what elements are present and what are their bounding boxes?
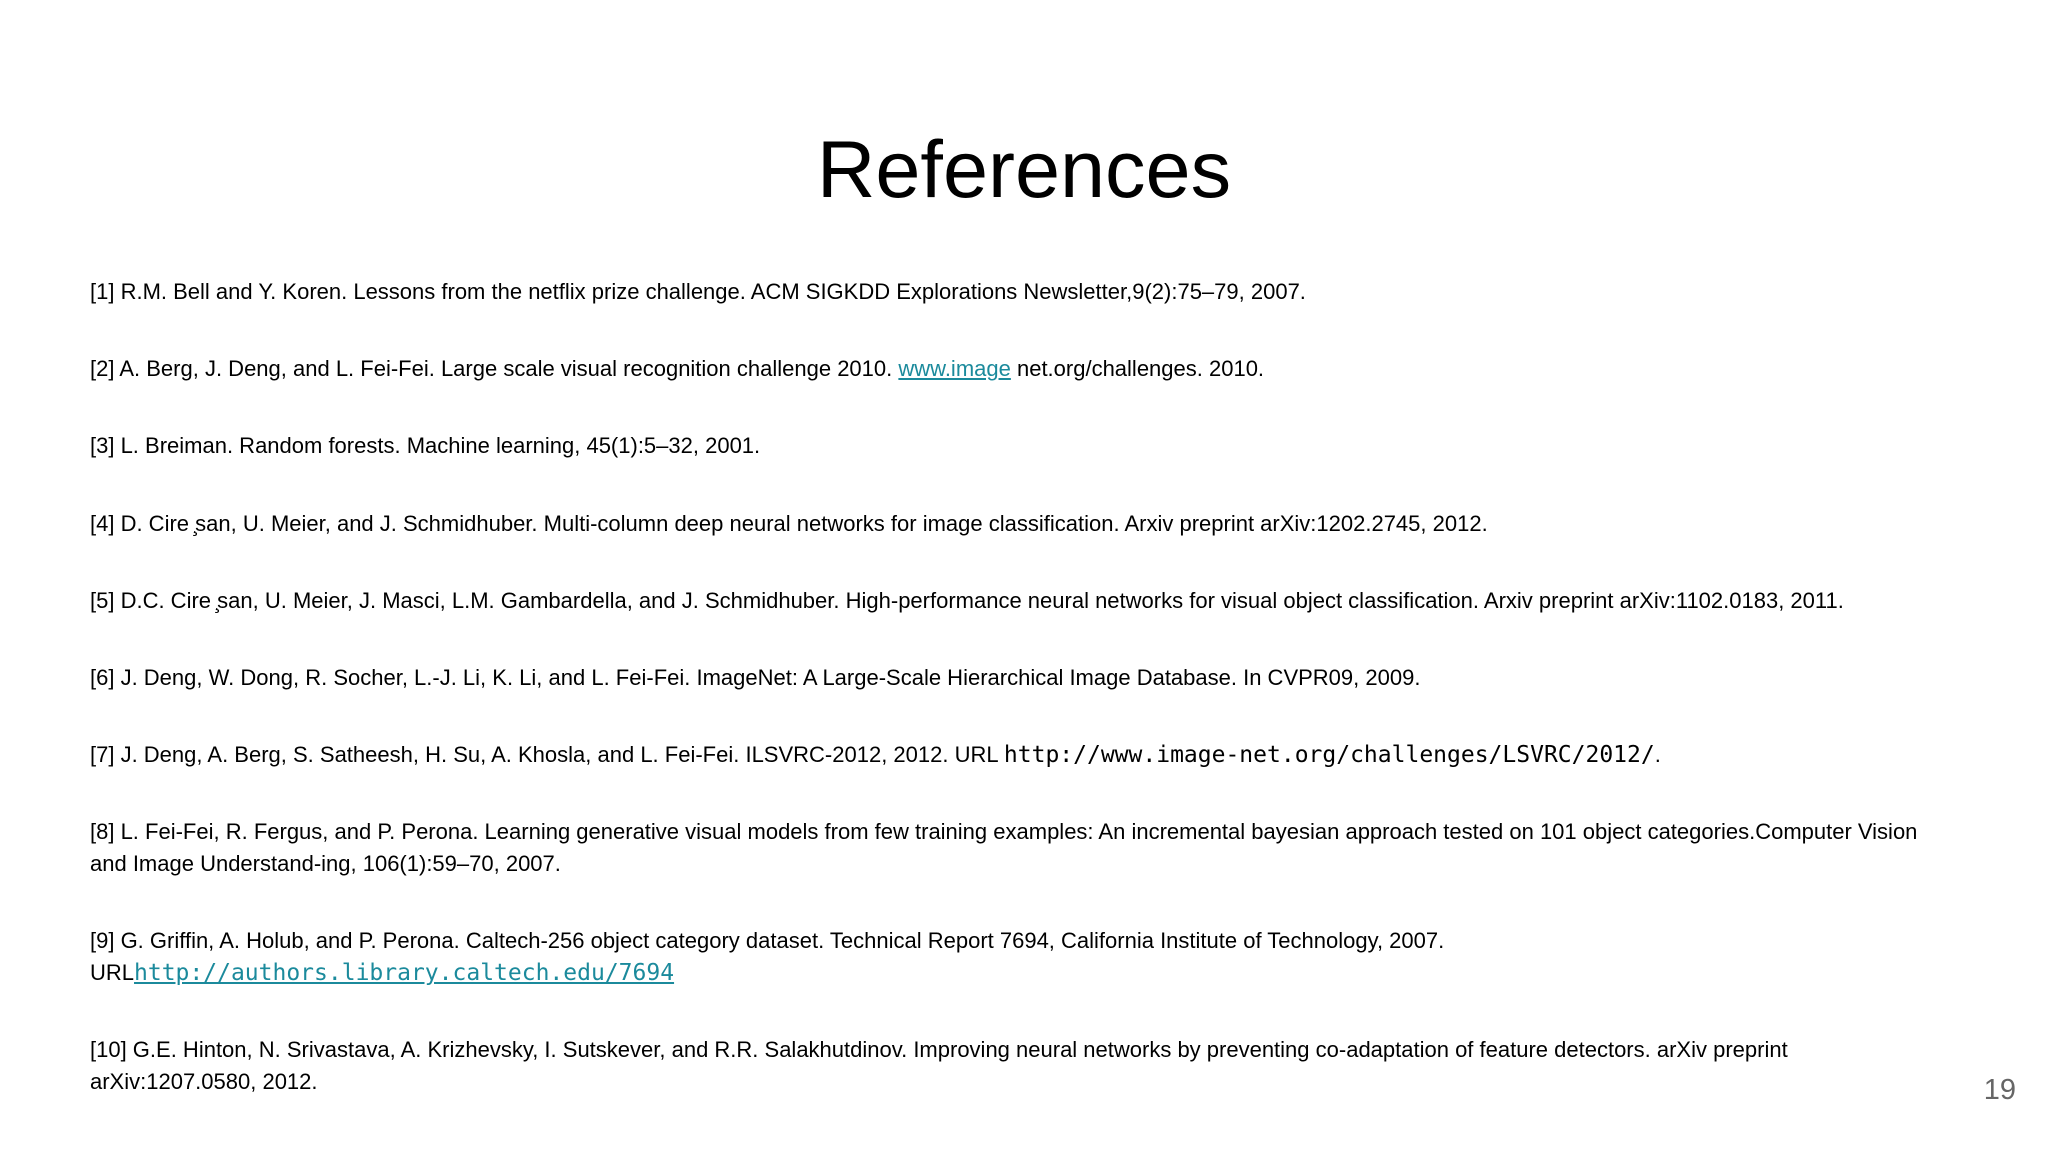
reference-text: [9] G. Griffin, A. Holub, and P. Perona. Caltech-256 object category dataset. Technical Report 7694, California Institute of Technology, 2007. xyxy=(90,928,1445,953)
reference-item-1: [1] R.M. Bell and Y. Koren. Lessons from the netflix prize challenge. ACM SIGKDD Explorations Newsletter,9(2):75–79, 2007. xyxy=(90,279,1306,304)
url-prefix: URL xyxy=(90,960,135,985)
reference-url-text: http://www.image-net.org/challenges/LSVRC/2012/ xyxy=(1003,742,1655,768)
reference-item-2 xyxy=(90,353,1970,385)
reference-item-3: [3] L. Breiman. Random forests. Machine learning, 45(1):5–32, 2001. xyxy=(90,433,761,458)
reference-link-image-net[interactable]: www.image xyxy=(898,356,1011,381)
page-number: 19 xyxy=(1983,1074,2016,1106)
reference-text: net.org/challenges. 2010. xyxy=(1010,356,1265,381)
reference-item-9 xyxy=(90,925,1970,989)
slide-title: References xyxy=(816,125,1232,215)
reference-item-5: [5] D.C. Cire ̧san, U. Meier, J. Masci, L.M. Gambardella, and J. Schmidhuber. High-performance neural networks for visual object classification. Arxiv preprint arXiv:1102.0183, 2011. xyxy=(90,588,1844,613)
reference-text: [2] A. Berg, J. Deng, and L. Fei-Fei. Large scale visual recognition challenge 2010. xyxy=(90,356,899,381)
reference-text: . xyxy=(1654,742,1661,767)
reference-item-8: [8] L. Fei-Fei, R. Fergus, and P. Perona. Learning generative visual models from few training examples: An incremental bayesian approach tested on 101 object categories.Computer Vision and Image Understand-ing, 106(1):59–70, 2007. xyxy=(90,819,1918,876)
reference-link-caltech[interactable]: http://authors.library.caltech.edu/7694 xyxy=(134,960,675,986)
reference-item-10: [10] G.E. Hinton, N. Srivastava, A. Krizhevsky, I. Sutskever, and R.R. Salakhutdinov. Improving neural networks by preventing co-adaptation of feature detectors. arXiv preprint arXiv:1207.0580, 2012. xyxy=(90,1037,1788,1094)
reference-item-4: [4] D. Cire ̧san, U. Meier, and J. Schmidhuber. Multi-column deep neural networks for image classification. Arxiv preprint arXiv:1202.2745, 2012. xyxy=(90,511,1488,536)
reference-item-6: [6] J. Deng, W. Dong, R. Socher, L.-J. Li, K. Li, and L. Fei-Fei. ImageNet: A Large-Scale Hierarchical Image Database. In CVPR09, 2009. xyxy=(90,665,1421,690)
reference-item-7 xyxy=(90,739,1970,771)
reference-text: [7] J. Deng, A. Berg, S. Satheesh, H. Su, A. Khosla, and L. Fei-Fei. ILSVRC-2012, 2012. URL xyxy=(90,742,1004,767)
